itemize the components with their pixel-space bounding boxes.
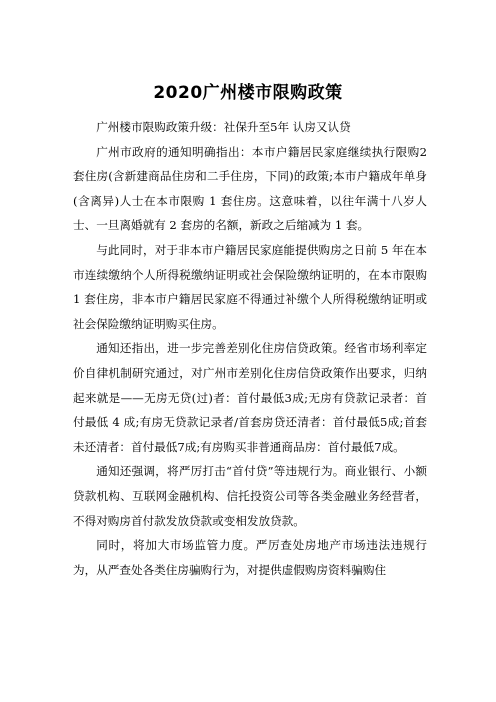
document-body (73, 115, 427, 582)
document-title: 2020广州楼市限购政策 (153, 83, 343, 103)
paragraph: 与此同时，对于非本市户籍居民家庭能提供购房之日前 5 年在本市连续缴纳个人所得税缴纳证明或社会保险缴纳证明的，在本市限购 1 套住房，非本市户籍居民家庭不得通过补缴个人所得税缴纳证明或社会保险缴纳证明购买住房。 (73, 242, 427, 331)
paragraph: 通知还指出，进一步完善差别化住房信贷政策。经省市场利率定价自律机制研究通过，对广州市差别化住房信贷政策作出要求，归纳起来就是——无房无贷(过)者：首付最低3成;无房有贷款记录者：首付最低 4 成;有房无贷款记录者/首套房贷还清者：首付最低5成;首套未还清者：首付最低7成;有房购买非普通商品房：首付最低7成。 (73, 341, 427, 454)
paragraph: 通知还强调，将严厉打击“首付贷”等违规行为。商业银行、小额贷款机构、互联网金融机构、信托投资公司等各类金融业务经营者，不得对购房首付款发放贷款或变相发放贷款。 (73, 464, 427, 528)
paragraph: 广州市政府的通知明确指出：本市户籍居民家庭继续执行限购2套住房(含新建商品住房和二手住房，下同)的政策;本市户籍成年单身(含离异)人士在本市限购 1 套住房。这意味着，以往年满十八岁人士、一旦离婚就有 2 套房的名额，新政之后缩减为 1 套。 (73, 144, 427, 233)
paragraph-subtitle: 广州楼市限购政策升级：社保升至5年 认房又认贷 (96, 120, 351, 134)
paragraph: 同时，将加大市场监管力度。严厉查处房地产市场违法违规行为，从严查处各类住房骗购行为，对提供虚假购房资料骗购住 (73, 538, 427, 577)
